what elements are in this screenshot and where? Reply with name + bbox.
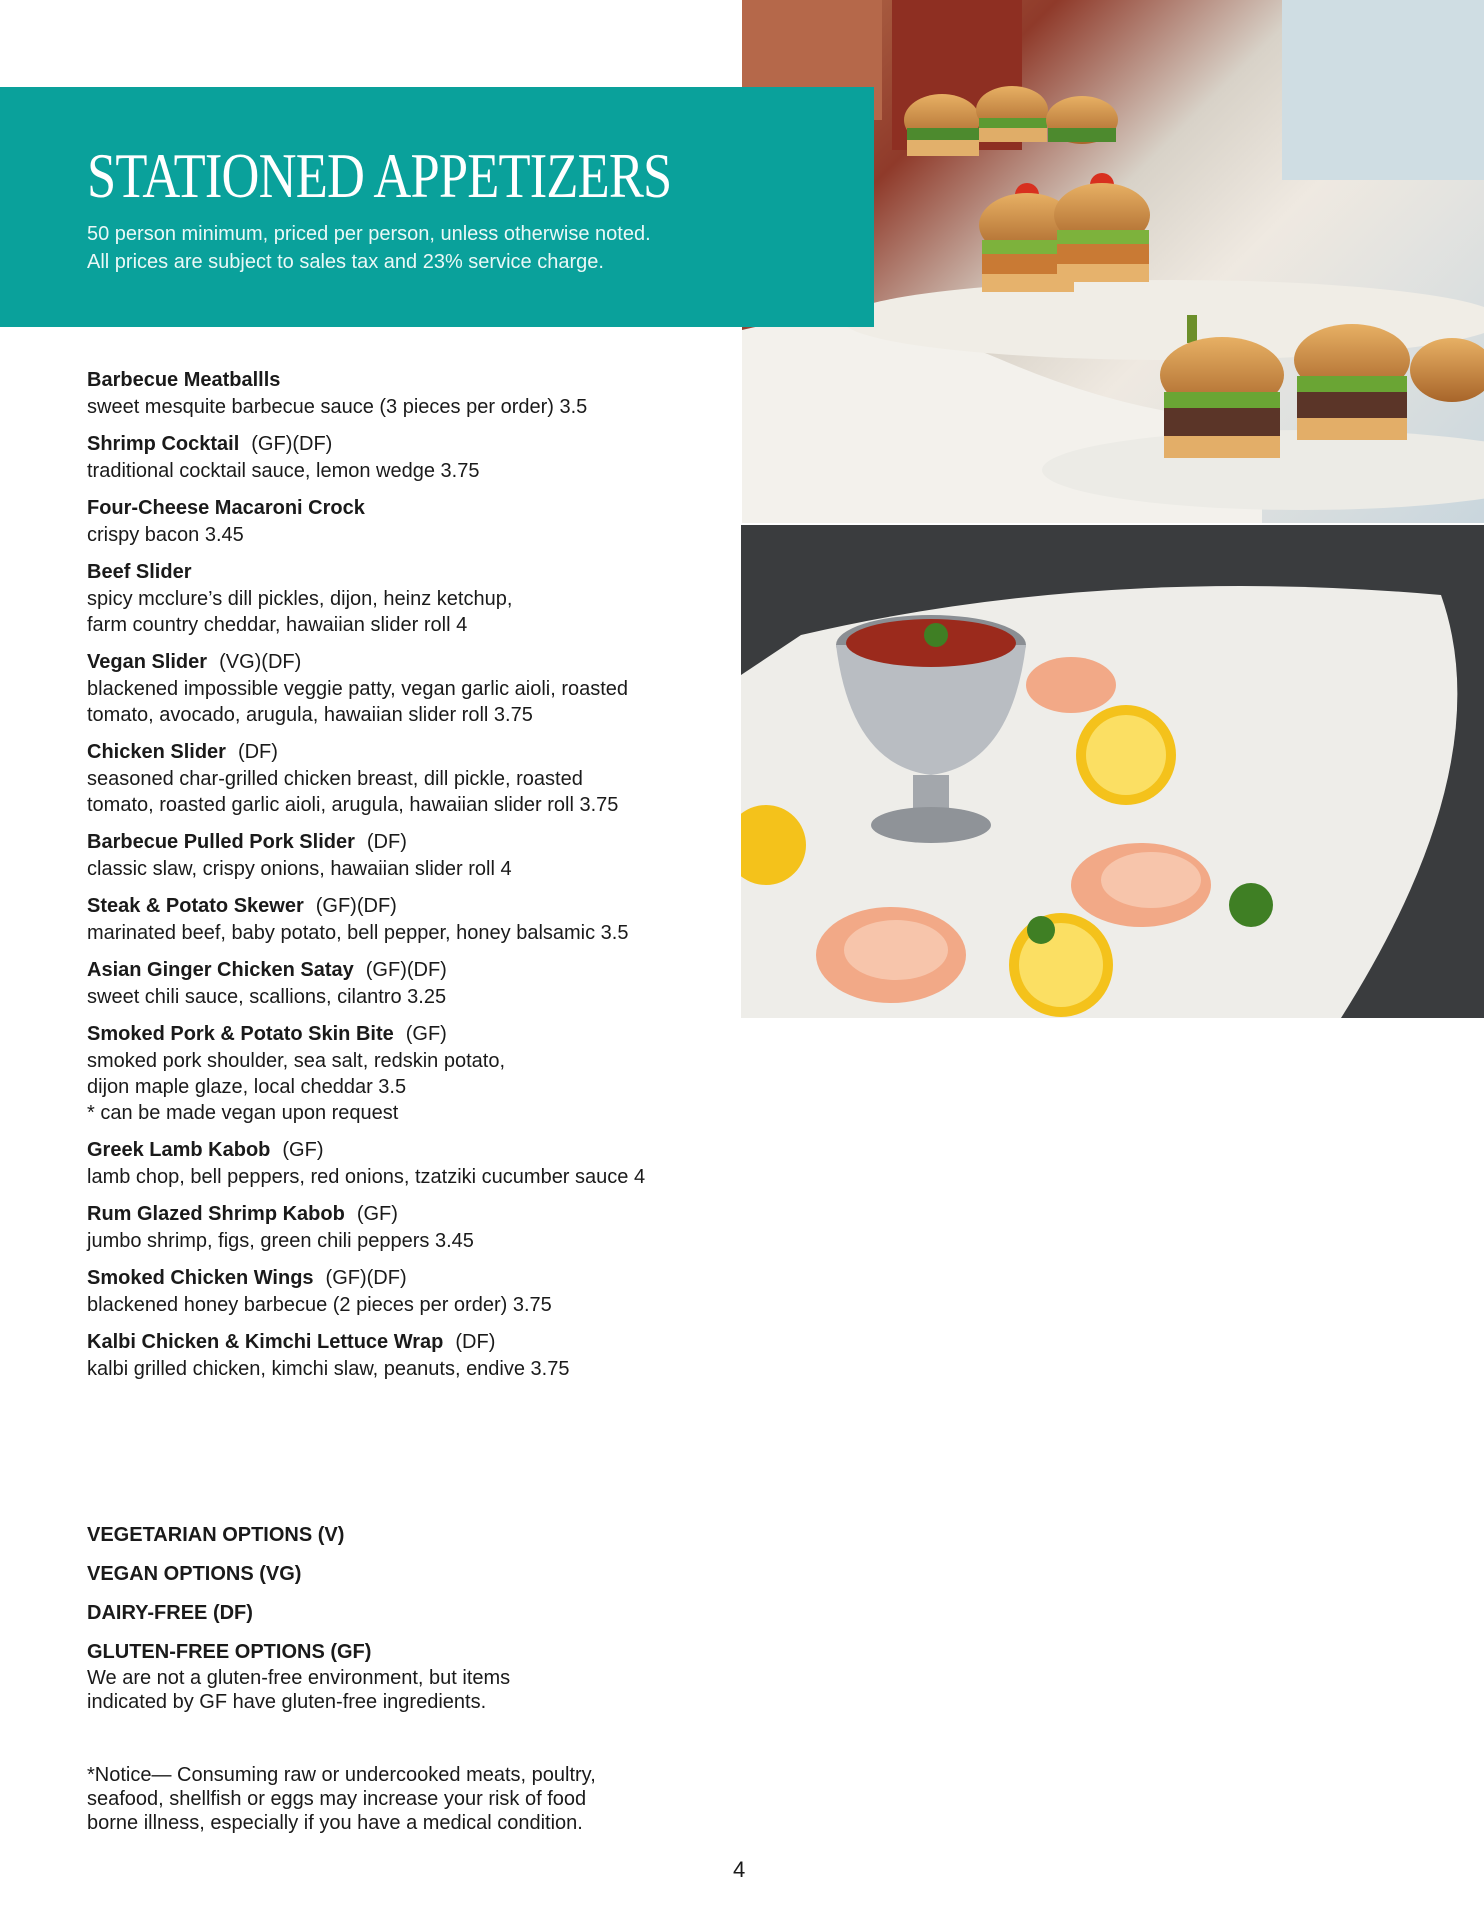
gluten-free-note: We are not a gluten-free environment, but items indicated by GF have gluten-free ingredients.: [87, 1667, 511, 1713]
menu-item-name: Rum Glazed Shrimp Kabob: [87, 1203, 345, 1225]
dietary-legend: [87, 1521, 727, 1714]
page-title: STATIONED APPETIZERS: [87, 140, 672, 211]
menu-item: [87, 739, 727, 818]
menu-item-description: blackened impossible veggie patty, vegan garlic aioli, roasted tomato, avocado, arugula, hawaiian slider roll 3.75: [87, 678, 629, 726]
dietary-tag: (GF): [356, 1203, 398, 1225]
menu-item-name: Four-Cheese Macaroni Crock: [87, 497, 365, 519]
dietary-tag: (GF)(DF): [251, 433, 333, 455]
menu-list: [87, 367, 727, 1393]
page-number: 4: [733, 1857, 746, 1882]
menu-item-name: Barbecue Pulled Pork Slider: [87, 831, 355, 853]
menu-item: [87, 893, 727, 946]
menu-item: [87, 829, 727, 882]
dietary-tag: (VG)(DF): [219, 651, 302, 673]
legend-dairy-free: DAIRY-FREE (DF): [87, 1602, 253, 1624]
menu-item-description: smoked pork shoulder, sea salt, redskin potato, dijon maple glaze, local cheddar 3.5 * can be made vegan upon request: [87, 1050, 506, 1124]
food-safety-notice: *Notice— Consuming raw or undercooked meats, poultry, seafood, shellfish or eggs may increase your risk of food borne illness, especially if you have a medical condition.: [87, 1764, 596, 1834]
menu-item-description: crispy bacon 3.45: [87, 524, 244, 546]
menu-item-description: blackened honey barbecue (2 pieces per order) 3.75: [87, 1294, 552, 1316]
menu-item-name: Beef Slider: [87, 561, 192, 583]
dietary-tag: (GF)(DF): [365, 959, 447, 981]
menu-item: [87, 1137, 727, 1190]
menu-item: [87, 1265, 727, 1318]
menu-item-name: Smoked Chicken Wings: [87, 1267, 314, 1289]
menu-item-description: marinated beef, baby potato, bell pepper, honey balsamic 3.5: [87, 922, 629, 944]
menu-item-description: seasoned char-grilled chicken breast, dill pickle, roasted tomato, roasted garlic aioli, arugula, hawaiian slider roll 3.75: [87, 768, 619, 816]
menu-item: [87, 1201, 727, 1254]
menu-item-name: Shrimp Cocktail: [87, 433, 240, 455]
menu-item-name: Vegan Slider: [87, 651, 208, 673]
dietary-tag: (GF)(DF): [315, 895, 397, 917]
legend-gluten-free: GLUTEN-FREE OPTIONS (GF): [87, 1641, 372, 1663]
menu-item-description: kalbi grilled chicken, kimchi slaw, peanuts, endive 3.75: [87, 1358, 570, 1380]
dietary-tag: (GF): [405, 1023, 447, 1045]
menu-item: [87, 495, 727, 548]
menu-item: [87, 1329, 727, 1382]
menu-item-description: jumbo shrimp, figs, green chili peppers 3.45: [87, 1230, 474, 1252]
menu-item: [87, 431, 727, 484]
shrimp-cocktail-illustration: [741, 525, 1484, 1018]
menu-item: [87, 1021, 727, 1126]
menu-item-description: lamb chop, bell peppers, red onions, tzatziki cucumber sauce 4: [87, 1166, 646, 1188]
menu-item-name: Steak & Potato Skewer: [87, 895, 304, 917]
menu-item-description: classic slaw, crispy onions, hawaiian slider roll 4: [87, 858, 512, 880]
legend-vegetarian: VEGETARIAN OPTIONS (V): [87, 1524, 345, 1546]
header-banner: [0, 87, 874, 327]
menu-item-description: sweet chili sauce, scallions, cilantro 3.25: [87, 986, 447, 1008]
legend-vegan: VEGAN OPTIONS (VG): [87, 1563, 302, 1585]
header-subtitle: [87, 220, 651, 276]
subtitle-minimum: 50 person minimum, priced per person, unless otherwise noted.: [87, 223, 651, 245]
dietary-tag: (GF): [282, 1139, 324, 1161]
dietary-tag: (DF): [455, 1331, 496, 1353]
menu-item-description: traditional cocktail sauce, lemon wedge 3.75: [87, 460, 480, 482]
menu-item: [87, 559, 727, 638]
menu-item-description: sweet mesquite barbecue sauce (3 pieces per order) 3.5: [87, 396, 588, 418]
menu-item-name: Smoked Pork & Potato Skin Bite: [87, 1023, 394, 1045]
dietary-tag: (GF)(DF): [325, 1267, 407, 1289]
menu-item-name: Barbecue Meatballls: [87, 369, 281, 391]
dietary-tag: (DF): [366, 831, 407, 853]
menu-item: [87, 649, 727, 728]
menu-item: [87, 367, 727, 420]
menu-item-name: Asian Ginger Chicken Satay: [87, 959, 354, 981]
menu-item: [87, 957, 727, 1010]
menu-item-description: spicy mcclure’s dill pickles, dijon, heinz ketchup, farm country cheddar, hawaiian slider roll 4: [87, 588, 513, 636]
subtitle-tax: All prices are subject to sales tax and 23% service charge.: [87, 251, 604, 273]
menu-item-name: Kalbi Chicken & Kimchi Lettuce Wrap: [87, 1331, 444, 1353]
shrimp-cocktail-photo: [741, 525, 1484, 1018]
dietary-tag: (DF): [237, 741, 278, 763]
menu-item-name: Greek Lamb Kabob: [87, 1139, 271, 1161]
menu-item-name: Chicken Slider: [87, 741, 226, 763]
